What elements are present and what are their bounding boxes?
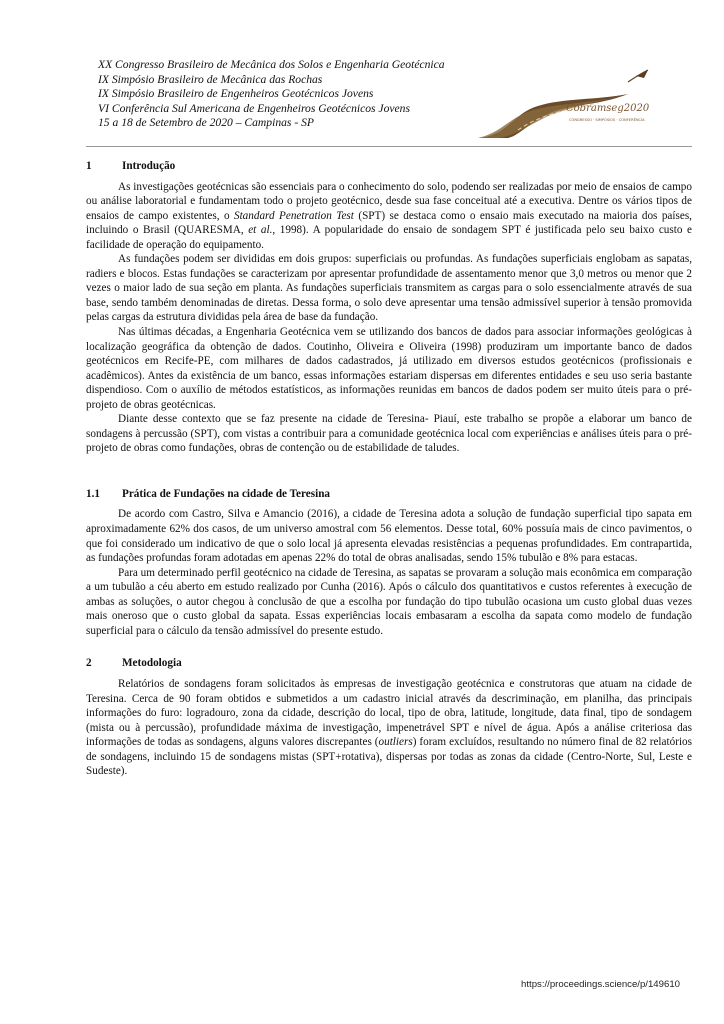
section-title: Prática de Fundações na cidade de Teresina <box>122 487 331 500</box>
cobramseg-logo <box>478 58 668 138</box>
intro-paragraph-2: As fundações podem ser divididas em dois grupos: superficiais ou profundas. As fundações superficiais englobam as sapatas, radiers e blocos. Estas fundações se caracterizam por apresentar profundidade de assentamento menor que 3,0 metros ou menor que 2 vezes o maior lado de sua seção em planta. As fundações superficiais transmitem as cargas para o solo essencialmente através de sua base, sendo também denominadas de diretas. Dessa forma, o solo deve apresentar uma tensão admissível superior à tensão promovida pelas cargas da estrutura divididas pela área de base da fundação. <box>86 253 692 324</box>
proceedings-url[interactable]: https://proceedings.science/p/149610 <box>521 979 680 990</box>
intro-paragraph-3: Nas últimas décadas, a Engenharia Geotécnica vem se utilizando dos bancos de dados para associar informações geológicas à localização geográfica da obtenção de dados. Coutinho, Oliveira e Oliveira (1998) produziram um importante banco de dados geotécnicos em Recife-PE, com milhares de dados cadastrados, já utilizado em diversos estudos geotécnicos (profissionais e acadêmicos). Antes da existência de um banco, essas informações estariam dispersas em diferentes entidades e seu uso seria bastante dispendioso. Com o auxílio de métodos estatísticos, as informações reunidas em bancos de dados podem ser muito úteis para o pré-projeto de obras geotécnicas. <box>86 326 692 411</box>
foundations-paragraph-2: Para um determinado perfil geotécnico na cidade de Teresina, as sapatas se provaram a solução mais econômica em comparação a um tubulão a céu aberto em estudo realizado por Cunha (2016). Após o cálculo dos quantitativos e custos referentes à execução de ambas as soluções, o autor chegou à conclusão de que a escolha por fundação do tipo tubulão ocasiona um custo global duas vezes mais oneroso que o custo global da sapata. Essas experiências locais embasaram a escolha da sapata como modelo de fundação superficial para o cálculo da tensão admissível do presente estudo. <box>86 566 692 637</box>
methodology-paragraph-1: Relatórios de sondagens foram solicitados às empresas de investigação geotécnica e construtoras que atuam na cidade de Teresina. Cerca de 90 foram obtidos e submetidos a um cadastro inicial através da descriminação, em planilha, das principais informações do furo: logradouro, zona da cidade, descrição do local, tipo de obra, latitude, longitude, data final, tipo de sondagem (mista ou à percussão), profundidade máxima de investigação, impenetrável SPT e nível de água. Após a análise criteriosa das informações de todas as sondagens, alguns valores discrepantes (outliers) foram excluídos, resultando no número final de 82 relatórios de sondagens, incluindo 15 de sondagens mistas (SPT+rotativa), dispersas por todas as zonas da cidade (Centro-Norte, Sul, Leste e Sudeste). <box>86 677 692 778</box>
logo-subtext: CONGRESSO · SIMPÓSIOS · CONFERÊNCIA <box>569 118 645 122</box>
header-line-young-engineers: IX Simpósio Brasileiro de Engenheiros Geotécnicos Jovens <box>98 87 374 101</box>
section-heading-introduction <box>86 159 692 174</box>
section-title: Metodologia <box>122 657 182 670</box>
header-line-rocks: IX Simpósio Brasileiro de Mecânica das Rochas <box>98 72 323 86</box>
section-number: 1.1 <box>86 487 100 500</box>
paper-body <box>86 159 692 779</box>
header-line-conference: VI Conferência Sul Americana de Engenheiros Geotécnicos Jovens <box>98 101 410 115</box>
header-divider <box>86 146 692 147</box>
intro-paragraph-1: As investigações geotécnicas são essenciais para o conhecimento do solo, podendo ser realizadas por meio de ensaios de campo ou análise laboratorial e fundamentam todo o projeto geotécnico, desde sua fase conceitual até a executiva. Dentre os vários tipos de ensaios de campo existentes, o Standard Penetration Test (SPT) se destaca como o ensaio mais executado na maioria dos países, incluindo o Brasil (QUARESMA, et al., 1998). A popularidade do ensaio de sondagem SPT é justificada pelo seu baixo custo e facilidade de operação do equipamento. <box>86 180 692 251</box>
section-number: 2 <box>86 657 92 670</box>
header-line-date: 15 a 18 de Setembro de 2020 – Campinas - SP <box>98 116 314 130</box>
section-title: Introdução <box>122 160 176 172</box>
header-line-congress: XX Congresso Brasileiro de Mecânica dos Solos e Engenharia Geotécnica <box>98 58 445 71</box>
intro-paragraph-4: Diante desse contexto que se faz presente na cidade de Teresina- Piauí, este trabalho se propõe a elaborar um banco de sondagens à percussão (SPT), com vistas a contribuir para a comunidade geotécnica local com experiências e análises úteis para o pré-projeto de obras como fundações, obras de contenção ou de estabilidade de taludes. <box>86 413 692 455</box>
section-heading-methodology <box>86 656 692 671</box>
logo-text: Cobramseg2020 <box>566 103 650 114</box>
foundations-paragraph-1: De acordo com Castro, Silva e Amancio (2016), a cidade de Teresina adota a solução de fundação superficial tipo sapata em aproximadamente 62% dos casos, de um universo amostral com 56 elementos. Desse total, 60% possuía mais de cinco pavimentos, o que foi considerado um indicativo de que o solo local já apresenta elevadas resistências a pequenas profundidades. Em contrapartida, as fundações profundas foram adotadas em apenas 22% do total de obras analisadas, sendo 15% tubulão e 8% para estacas. <box>86 508 692 565</box>
conference-header <box>98 58 518 131</box>
section-number: 1 <box>86 160 92 172</box>
section-heading-foundations <box>86 487 692 502</box>
